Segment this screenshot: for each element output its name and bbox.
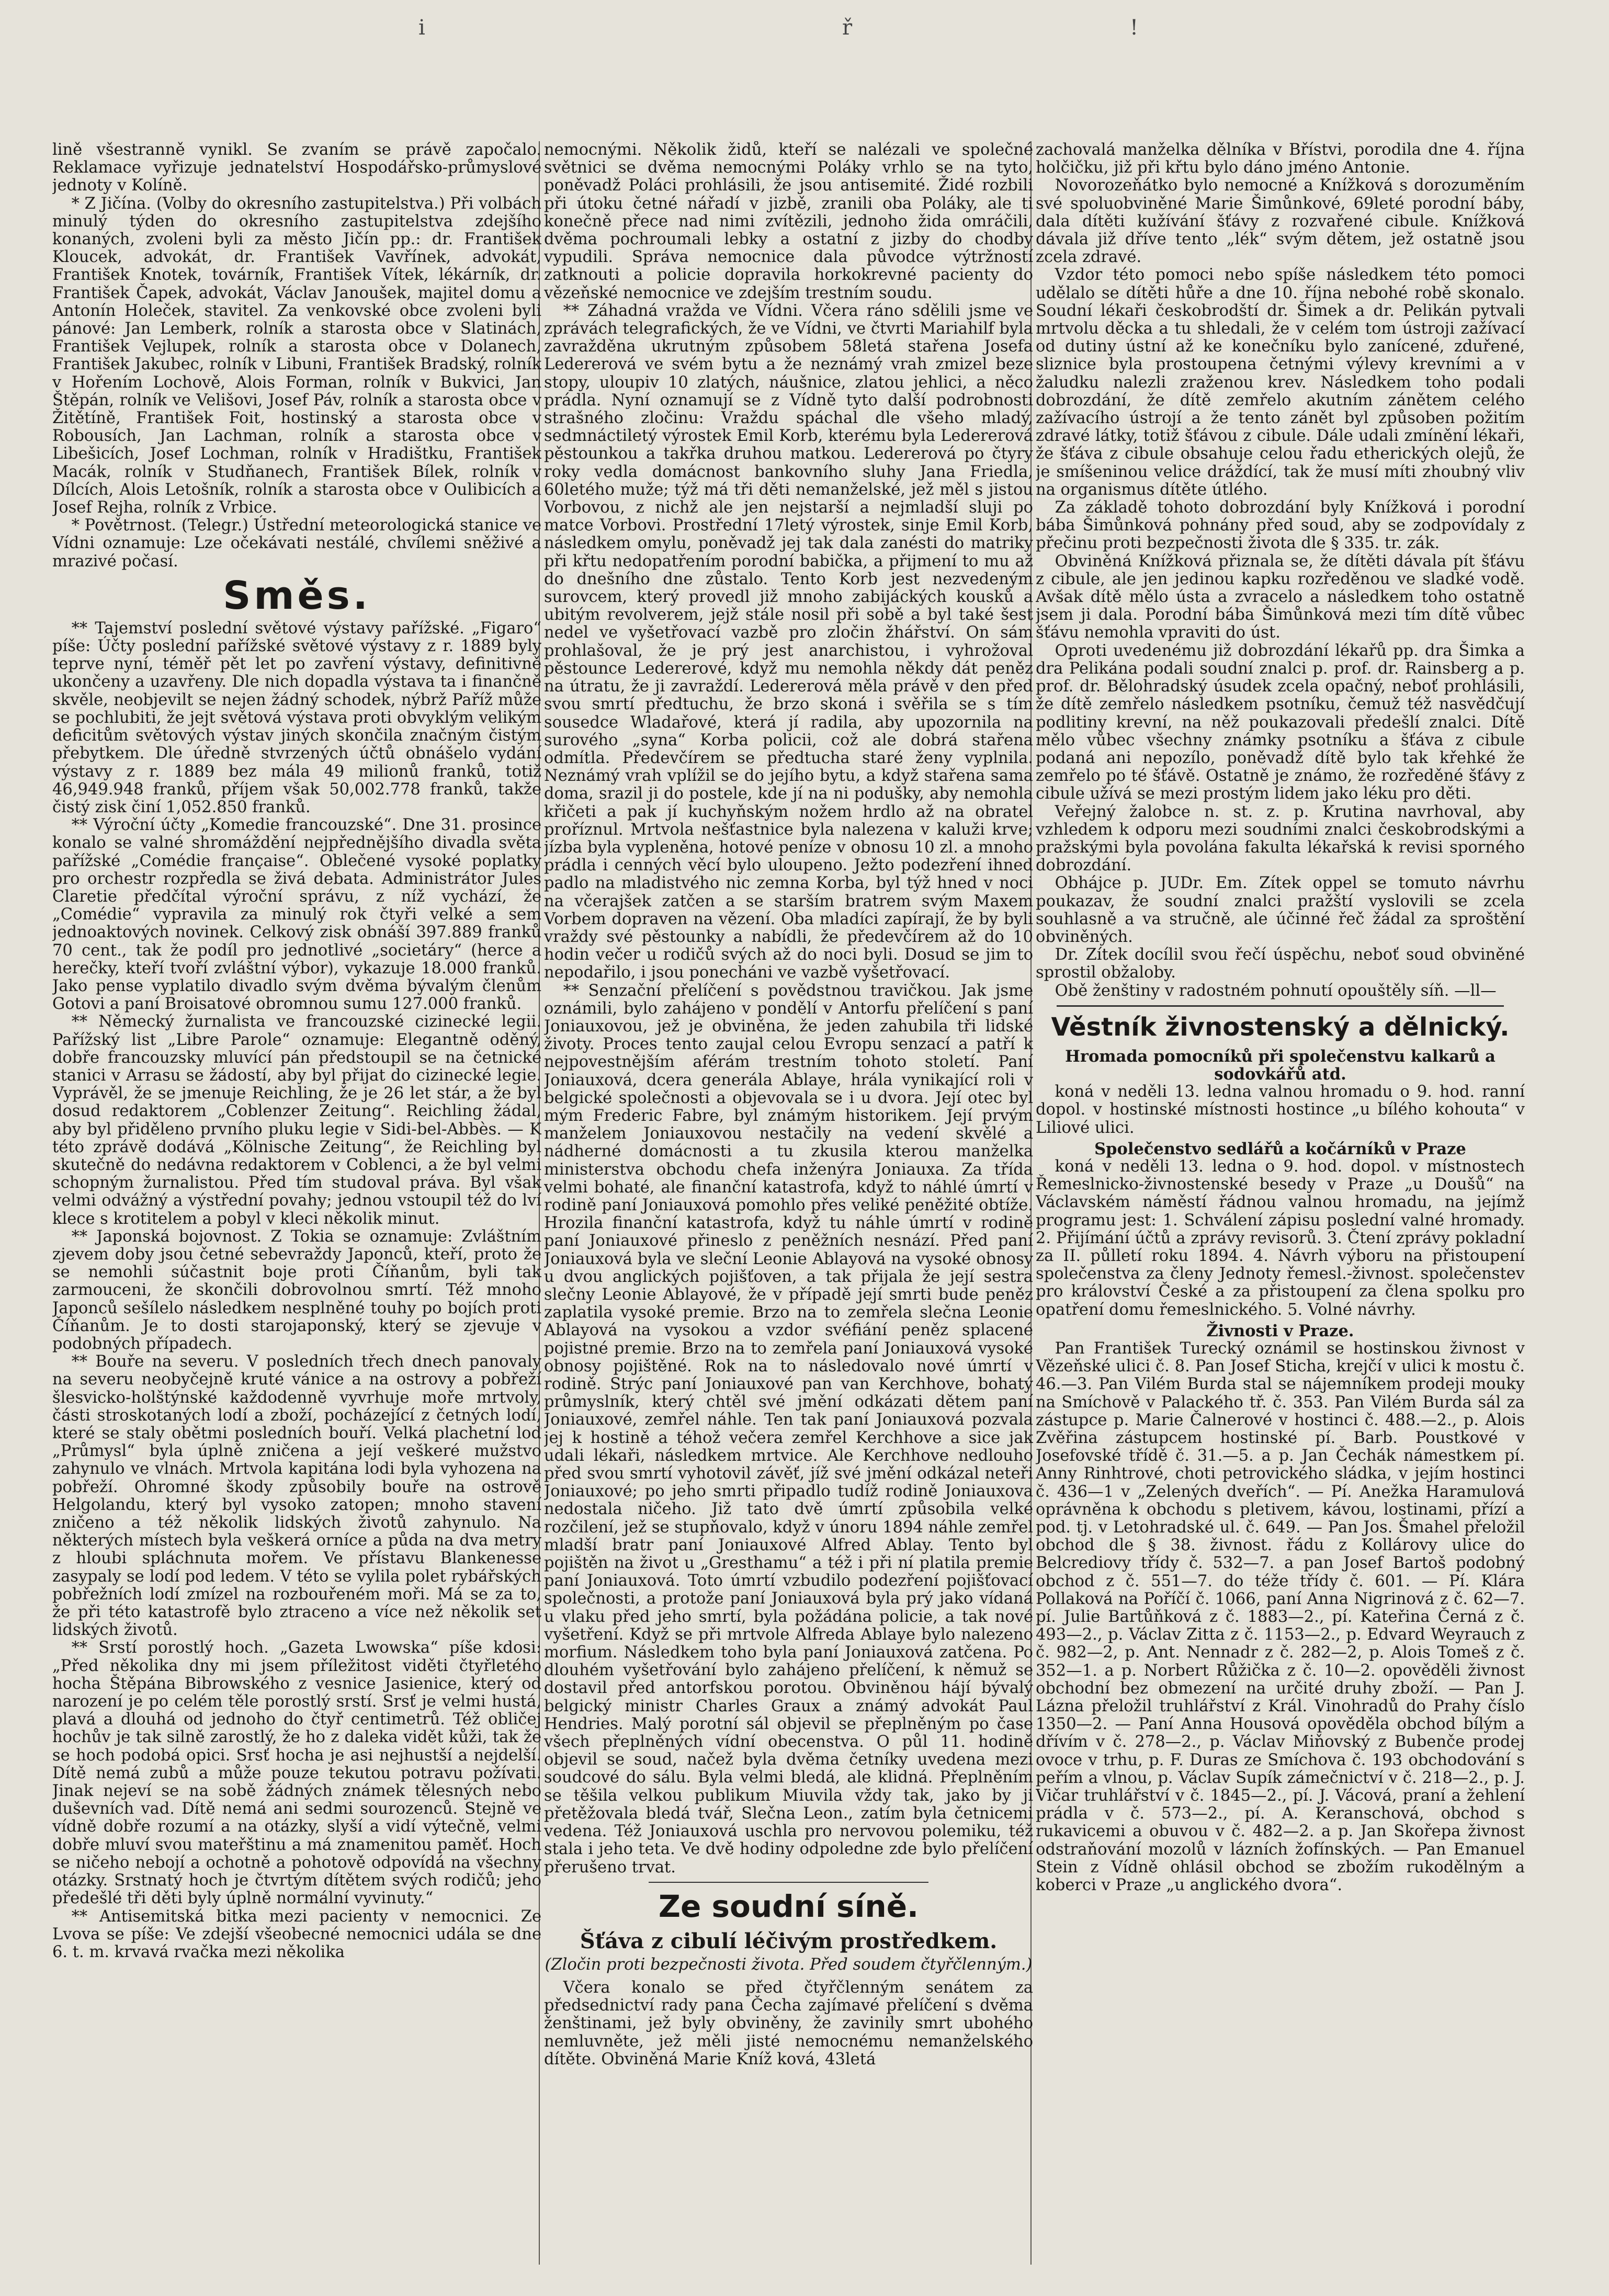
subsection-heading: Živnosti v Praze. [1206, 1321, 1354, 1340]
article-paragraph: Obhájce p. JUDr. Em. Zítek oppel se tomuto návrhu poukazav, že soudní znalci pražští vyslovili se zcela souhlasně a va stručně, ale účinné řeč žádal za sproštění obviněných. [1036, 874, 1525, 946]
article-paragraph: Veřejný žalobce n. st. z. p. Krutina navrhoval, aby vzhledem k odporu mezi soudními znalci českobrodskými a pražskými byla povolána fakulta lékařská k revisi sporného dobrozdání. [1036, 802, 1525, 875]
top-margin-marks [0, 16, 1609, 47]
column-3 [1036, 141, 1525, 2275]
article-paragraph: ** Antisemitská bitka mezi pacienty v nemocnici. Ze Lvova se píše: Ve zdejší všeobecné nemocnici udála se dne 6. t. m. krvavá rvačka mezi několika [52, 1907, 541, 1961]
article-paragraph: Obě ženštiny v radostném pohnutí opouštěly síň. —ll— [1055, 981, 1497, 1000]
article-paragraph: ** Srstí porostlý hoch. „Gazeta Lwowska“ píše kdosi: „Před několika dny mi jsem příležitost viděti čtyřletého hocha Štěpána Bibrowského z vesnice Jasienice, který od narození je po celém těle porostlý srstí. Srsť je velmi hustá, plavá a dlouhá od jednoho do čtyř centimetrů. Též obličej hochův je tak silně zarostlý, že ho z daleka vidět kůži, tak že se hoch podobá opici. Srsť hocha je asi nejhustší a nejdelší. Dítě nemá zubů a může pouze tekutou potravu požívati. Jinak nejeví se na sobě žádných známek tělesných nebo duševních vad. Dítě nemá ani sedmi sourozenců. Stejně ve vídně dobře rozumí a na otázky, slyší a vidí výtečně, velmi dobře mluví svou mateřštinu a má znamenitou paměť. Hoch se ničeho nebojí a ochotně a pohotově odpovídá na všechny otázky. Srstnatý hoch je čtvrtým dítětem svých rodičů; jeho předešlé tři děti byly úplně normální vyvinuty.“ [52, 1639, 541, 1908]
top-mark: i [418, 16, 425, 40]
article-paragraph: lině všestranně vynikl. Se zvaním se právě započalo. Reklamace vyřizuje jednatelství Hospodářsko-průmyslové jednoty v Kolíně. [52, 141, 541, 195]
article-paragraph: * Z Jičína. (Volby do okresního zastupitelstva.) Při volbách minulý týden do okresního zastupitelstva zdejšího konaných, zvoleni byli za město Jičín pp.: dr. František Kloucek, advokát, dr. František Vavřínek, advokát, František Knotek, továrník, František Vítek, lékárník, dr. František Čapek, advokát, Václav Janoušek, majitel domu a Antonín Holeček, stavitel. Za venkovské obce zvoleni byli pánové: Jan Lemberk, rolník a starosta obce v Slatinách, František Vejlupek, rolník a starosta obce v Dolanech, František Jakubec, rolník v Libuni, František Bradský, rolník v Hořením Lochově, Alois Forman, rolník v Bukvici, Jan Štěpán, rolník ve Velišovi, Josef Páv, rolník a starosta obce v Žitětíně, František Foit, hostinský a starosta obce v Robousích, Jan Lachman, rolník a starosta obce v Libešicích, Josef Lochman, rolník v Hradištku, František Macák, rolník v Studňanech, František Bílek, rolník v Dílcích, Alois Letošník, rolník a starosta obce v Oulibicích a Josef Rejha, rolník z Vrbice. [52, 194, 541, 517]
article-paragraph: ** Záhadná vražda ve Vídni. Včera ráno sdělili jsme ve zprávách telegrafických, že ve Vídni, ve čtvrti Mariahilf byla zavražděna ukrutným způsobem 58letá stařena Josefa Ledererová ve svém bytu a že neznámý vrah zmizel beze stopy, uloupiv 10 zlatých, náušnice, zlatou jehlici, a něco prádla. Nyní oznamují se z Vídně tyto další podrobnosti strašného zločinu: Vraždu spáchal dle všeho mladý, sedmnáctiletý výrostek Emil Korb, kterému byla Ledererová pěstounkou a takřka druhou matkou. Ledererová po čtyry roky vedla domácnost bankovního sluhy Jana Friedla, 60letého muže; týž má tři děti nemanželské, jež měl s jistou Vorbovou, z nichž ale jen nejstarší a nejmladší sluji po matce Vorbovi. Prostřední 17letý výrostek, sinje Emil Korb, následkem omylu, poněvadž jej tak dala zanésti do matriky při křtu nedopatřením porodní babička, a přijmení to mu až do dnešního dne zůstalo. Tento Korb jest nezvedeným surovcem, který provedl již mnoho zabijáckých kousků a ubitým revolverem, jejž stále nosil při sobě a byl také šest nedel ve vyšetřovací vazbě pro zločin žhářství. On sám prohlašoval, že je prý jest anarchistou, i vyhrožoval pěstounce Ledererové, když mu nemohla někdy dát peněz na útratu, že ji zavraždí. Ledererová měla právě v den před svou smrtí předtuchu, že brzo skoná i svěřila se s tím sousedce Wladařové, která jí radila, aby upozornila na surového „syna“ Korba policii, což ale dobrá stařena odmítla. Předevčírem se předtucha staré ženy vyplnila. Neznámý vrah vplížil se do jejího bytu, a když stařena sama doma, srazil ji do postele, kde jí na ni podušky, aby nemohla křičeti a pak jí kuchyňským nožem hrdlo až na obratel proříznul. Mrtvola nešťastnice byla nalezena v kaluži krve; jízba byla vypleněna, hotové peníze v obnosu 10 zl. a mnoho prádla i cenných věcí bylo uloupeno. Ježto podezření ihned padlo na mladistvého nic zemna Korba, byl týž hned v noci na včerajšek zatčen a se starším bratrem svým Maxem Vorbem dopraven na vězení. Oba mladíci zapírají, že by byli vraždy své pěstounky a nabídli, že předevčírem až do 10 hodin večer u rodičů svých až do noci byli. Dosud se jim to nepodařilo, i jsou ponecháni ve vazbě vyšetřovací. [544, 301, 1033, 982]
article-paragraph: koná v neděli 13. ledna o 9. hod. dopol. v místnostech Řemeslnicko-živnostenské besedy v Praze „u Doušů“ na Václavském náměstí řádnou valnou hromadu, na jejímž programu jest: 1. Schválení zápisu poslední valné hromady. 2. Přijímání účtů a zprávy revisorů. 3. Čtení zprávy pokladní za II. půlletí roku 1894. 4. Návrh výboru na přistoupení společenstva za členy Jednoty řemesl.-živnost. společenstev pro království České a za přistoupení za člena spolku pro opatření domu řemeslnického. 5. Volné návrhy. [1036, 1157, 1525, 1319]
article-paragraph: Pan František Turecký oznámil se hostinskou živnost v Vězeňské ulici č. 8. Pan Josef Sticha, krejčí v ulici k mostu č. 46.—3. Pan Vilém Burda stal se nájemníkem prodeji mouky na Smíchově v Palackého tř. č. 353. Pan Vilém Burda sál za zástupce p. Marie Čalnerové v hostinci č. 488.—2., p. Alois Zvěřina zástupcem hostinské pí. Barb. Poustkové v Josefovské třídě č. 31.—5. a p. Jan Čechák námestkem pí. Anny Rinhtrové, choti petrovického sládka, v jejím hostinci č. 436—1 v „Zelených dveřích“. — Pí. Anežka Haramulová oprávněna k obchodu s pletivem, kávou, lostinami, přízí a pod. tj. v Letohradské ul. č. 649. — Pan Jos. Šmahel přeložil obchod dle § 38. živnost. řádu z Kollárovy ulice do Belcrediovy třídy č. 532—7. a pan Josef Bartoš podobný obchod z č. 551—7. do téže třídy č. 601. — Pí. Klára Pollaková na Poříčí č. 1066, paní Anna Nigrinová z č. 62—7. pí. Julie Bartůňková z č. 1883—2., pí. Kateřina Černá z č. 493—2., p. Václav Zitta z č. 1153—2., p. Edvard Weyrauch z č. 982—2, p. Ant. Nennadr z č. 282—2, p. Alois Tomeš z č. 352—1. a p. Norbert Růžička z č. 10—2. opověděli živnost obchodní bez obmezení na určité druhy zboží. — Pan J. Lázna přeložil truhlářství z Král. Vinohradů do Prahy číslo 1350—2. — Paní Anna Housová opověděla obchod bílým a dřívím v č. 278—2., p. Václav Miňovský z Bubenče prodej ovoce v trhu, p. F. Duras ze Smíchova č. 193 obchodování s peřím a vlnou, p. Václav Supík zámečnictví v č. 218—2., p. J. Vičar truhlářství v č. 1845—2., pí. J. Vácová, praní a žehlení prádla v č. 573—2., pí. A. Keranschová, obchod s rukavicemi a obuvou v č. 482—2. a p. Jan Skořepa živnost odstraňování mozolů v lázních žofínských. — Pan Emanuel Stein z Vídně ohlásil obchod se zbožím rukodělným a koberci v Praze „u anglického dvora“. [1036, 1339, 1525, 1895]
section-heading: Ze soudní síně. [658, 1888, 919, 1924]
article-paragraph: ** Výroční účty „Komedie francouzské“. Dne 31. prosince konalo se valné shromáždění nejpřednějšího divadla světa pařížské „Comédie française“. Oblečené vysoké poplatky pro orchestr rozpředla se živá debata. Administrátor Jules Claretie předčítal výroční správu, z níž vychází, že „Comédie“ vypravila za minulý rok čtyři velké a sem jednoaktových novinek. Celkový zisk obnáší 397.889 franků 70 cent., tak že podíl pro jednotlivé „societáry“ (herce a herečky, kteří tvoří zvláštní výbor), vykazuje 18.000 franků. Jako pense vyplatilo divadlo svým dvěma bývalým členům Gotovi a paní Broisatové obromnou sumu 127.000 franků. [52, 816, 541, 1014]
subsection-heading: Hromada pomocníků při společenstvu kalkarů a sodovkářů atd. [1065, 1047, 1495, 1084]
article-paragraph: koná v neděli 13. ledna valnou hromadu o 9. hod. ranní dopol. v hostinské místnosti hostince „u bílého kohouta“ v Liliové ulici. [1036, 1083, 1525, 1137]
article-paragraph: ** Tajemství poslední světové výstavy pařížské. „Figaro“ píše: Účty poslední pařížské světové výstavy z r. 1889 byly teprve nyní, téměř pět let po zavření výstavy, definitivně ukončeny a uzavřeny. Dle nich dopadla výstava ta i finančně skvěle, neobjevilt se nejen žádný schodek, nýbrž Paříž může se pochlubiti, že jejt světová výstava proti obvyklým velikým deficitům světových výstav jiných skončila značným čistým přebytkem. Dle úředně stvrzených účtů obnášelo vydání výstavy z r. 1889 bez mála 49 milionů franků, totiž 46,949.948 franků, příjem však 50,002.778 franků, takže čistý zisk činí 1,052.850 franků. [52, 619, 541, 816]
article-paragraph: Včera konalo se před čtyřčlenným senátem za předsednictví rady pana Čecha zajímavé přelíčení s dvěma ženštinami, jež byly obviněny, že zavinily smrt ubohého nemluvněte, jež měli jisté nemocnému nemanželského dítěte. Obviněná Marie Kníž ková, 43letá [544, 1978, 1033, 2068]
divider [649, 1882, 928, 1883]
article-paragraph: Vzdor této pomoci nebo spíše následkem této pomoci udělalo se dítěti hůře a dne 10. října nebohé robě skonalo. Soudní lékaři českobrodští dr. Šimek a dr. Pelikán pytvali mrtvolu děcka a tu shledali, že v celém tom ústroji zažívací od dutiny ústní až ke konečníku bylo zanícené, zduřené, sliznice byla prostoupena četnými výlevy krevními a v žaludku nalezli zraženou krev. Následkem toho podali dobrozdání, že dítě zemřelo akutním zánětem celého zažívacího ústrojí a že tento zánět byl způsoben požitím zdravé látky, totiž šťávou z cibule. Dále udali zmínění lékaři, že šťáva z cibule obsahuje celou řadu etherických olejů, že je smíšeninou velice dráždící, tak že musí míti zhoubný vliv na organismus dítěte útlého. [1036, 266, 1525, 499]
divider [1057, 1005, 1504, 1007]
article-paragraph: ** Senzační přelíčení s povědstnou travičkou. Jak jsme oznámili, bylo zahájeno v pondělí v Antorfu přelíčení s paní Joniauxovou, jež je obviněna, že jeden zahubila tři lidské životy. Proces tento zaujal celou Evropu senzací a patří k nejpovestnějším aférám trestním tohoto století. Paní Joniauxová, dcera generála Ablaye, hrála vynikající roli v belgické společnosti a objevovala se i u dvora. Její otec byl mým Frederic Fabre, byl známým historikem. Její prvým manželem Joniauxovou nestačily na vedení skvělé a nádherné domácnosti a tu zkusila kterou manželka ministerstva obchodu chefa inženýra Joniauxa. Za třída velmi bohaté, ale finanční katastrofa, když to náhlé úmrtí v rodině paní Joniauxová pomohlo přes veliké peněžité obtíže. Hrozila finanční katastrofa, když tu náhle úmrtí v rodině paní Joniauxové přineslo z peněžních nesnází. Před paní Joniauxová byla ve sleční Leonie Ablayová na vysoké obnosy u dvou anglických pojišťoven, a tak přijala že její sestra slečny Leonie Ablayové, že v případě její smrti bude peněz zaplatila vysoké premie. Brzo na to zemřela slečna Leonie Ablayová na vysokou a vzdor svéfiání peněz splacené pojistné premie. Brzo na to zemřela paní Joniauxová vysoké obnosy pojištěné. Rok na to následovalo nové úmrtí v rodině. Strýc paní Joniauxové pan van Kerchhove, bohatý průmyslník, který chtěl své jmění odkázati dětem paní Joniauxové, zemřel náhle. Ten tak paní Joniauxová pozvala jej k hostině a téhož večera zemřel Kerchhove a sice jak udali lékaři, následkem mrtvice. Ale Kerchhove nedlouho před svou smrtí vyhotovil závěť, jíž své jmění odkázal neteři Joniauxové; po jeho smrti připadlo tudíž rodině Joniauxova nedostala ničeho. Již tato dvě úmrtí způsobila velké rozčilení, jež se stupňovalo, když v únoru 1894 náhle zemřel mladší bratr paní Joniauxové Alfred Ablay. Tento byl pojištěn na život u „Gresthamu“ a též i při ní platila premie paní Joniauxová. Toto úmrtí vzbudilo podezření pojišťovací společnosti, a protože paní Joniauxová byla prý jako vídaná u vlaku před jeho smrtí, byla požádána policie, a tak nové vyšetření. Když se při mrtvole Alfreda Ablaye bylo nalezeno morfium. Následkem toho byla paní Joniauxová zatčena. Po dlouhém vyšetřování bylo zahájeno přelíčení, k němuž se dostavil před antorfskou porotou. Obviněnou hájí bývalý belgický ministr Charles Graux a známý advokát Paul Hendries. Malý porotní sál objevil se přeplněným po čase všech přeplněných vídní obecenstva. O půl 11. hodině objevil se soud, načež byla dvěma četníky uvedena mezi soudcové do sálu. Byla velmi bledá, ale klidná. Přeplněním se těšila velkou publikum Miuvila vždy tak, jako by ji přetěžovala bledá tvář, Slečna Leon., zatím byla četnicemi vedena. Též Joniauxová uschla pro nervovou polemiku, též stala i jeho teta. Ve dvě hodiny odpoledne zde bylo přelíčení přerušeno trvat. [544, 981, 1033, 1877]
article-paragraph: zachovalá manželka dělníka v Břístvi, porodila dne 4. října holčičku, již při křtu bylo dáno jméno Antonie. [1036, 141, 1525, 177]
article-paragraph: Novorozeňátko bylo nemocné a Knížková s dorozuměním své spoluobviněné Marie Šimůnkové, 69leté porodní báby, dala dítěti kužívání šťávy z rozvařené cibule. Knížková dávala již dříve tento „lék“ svým dětem, jež ostatně jsou zcela zdravé. [1036, 176, 1525, 267]
article-paragraph: Dr. Zítek docílil svou řečí úspěchu, neboť soud obviněné sprostil obžaloby. [1036, 946, 1525, 982]
article-paragraph: * Povětrnost. (Telegr.) Ústřední meteorologická stanice ve Vídni oznamuje: Lze očekávati nestálé, chvílemi sněživé a mrazivé počasí. [52, 516, 541, 571]
section-heading: Věstník živnostenský a dělnický. [1051, 1012, 1510, 1042]
top-mark: ! [1130, 16, 1139, 40]
column-2 [544, 141, 1033, 2275]
subsection-heading: Společenstvo sedlářů a kočárníků v Praze [1094, 1139, 1466, 1158]
article-subheading: (Zločin proti bezpečnosti života. Před soudem čtyřčlenným.) [545, 1955, 1033, 1974]
article-paragraph: Obviněná Knížková přiznala se, že dítěti dávala pít šťávu z cibule, ale jen jedinou kapku rozředěnou ve sladké vodě. Avšak dítě mělo ústa a zvracelo a následkem toho ostatně jsem ji dala. Porodní bába Šimůnková mezi tím dítě vůbec šťávu nemohla vpraviti do úst. [1036, 552, 1525, 642]
column-1 [52, 141, 541, 2275]
article-paragraph: nemocnými. Několik židů, kteří se nalézali ve společné světnici se dvěma nemocnými Poláky vrhlo se na tyto, poněvadž Poláci prohlásili, že jsou antisemité. Židé rozbili při útoku četné nářadí v jizbě, zranili oba Poláky, ale ti konečně přece nad nimi zvítězili, jednoho žida omráčili, dvěma pochroumali lebky a ostatní z jizby do chodby vypudili. Správa nemocnice dala původce výtržností zatknouti a policie dopravila horkokrevné pacienty do vězeňské nemocnice ve zdejším trestním soudu. [544, 141, 1033, 302]
article-paragraph: ** Bouře na severu. V posledních třech dnech panovaly na severu neobyčejně kruté vánice a na ostrovy a pobřeží šlesvicko-holštýnské každodenně vyvrhuje moře mrtvoly, části stroskotaných lodí a zboží, pocházející z četných lodí, které se staly obětmi posledních bouří. Velká plachetní loď „Průmysl“ byla úplně zničena a její veškeré mužstvo zahynulo ve vlnách. Mrtvola kapitána lodi byla vyhozena na pobřeží. Ohromné škody způsobily bouře na ostrově Helgolandu, který byl vysoko zatopen; mnoho stavení zničeno a též několik lidských životů zahynulo. Na některých místech byla veškerá orníce a půda na dva metry z hloubi spláchnuta mořem. Ve přístavu Blankenesse zasypaly se lodí pod ledem. V této se vylila polet rybářských pobřežních lodí zmízel na rozbouřeném moři. Má se za to, že při této katastrofě bylo ztraceno a více než několik set lidských životů. [52, 1352, 541, 1640]
article-paragraph: ** Německý žurnalista ve francouzské cizinecké legii. Pařížský list „Libre Parole“ oznamuje: Elegantně oděný, dobře francouzsky mluvící pán předstoupil se na četnické stanici v Arrasu se žádostí, aby byl přijat do cizinecké legie. Vyprávěl, že se jmenuje Reichling, že je 26 let stár, a že byl dosud redaktorem „Coblenzer Zeitung“. Reichling žádal, aby byl přiděleno prvního pluku legie v Sidi-bel-Abbès. — K této zprávě dodává „Kölnische Zeitung“, že Reichling byl skutečně do nedávna redaktorem v Coblenci, a že byl velmi schopným žurnalistou. Před tím studoval práva. Byl však velmi odvážný a výstřední povahy; jednou vstoupil též do lví klece s krotitelem a pobyl v kleci několik minut. [52, 1013, 541, 1228]
article-paragraph: ** Japonská bojovnost. Z Tokia se oznamuje: Zvláštním zjevem doby jsou četné sebevraždy Japonců, kteří, proto že se nemohli súčastnit boje proti Číňanům, byli tak zarmouceni, že skončili dobrovolnou smrtí. Též mnoho Japonců sešílelo následkem nesplněné touhy po bojích proti Číňanům. Je to dosti starojaponský, který se zjevuje v podobných případech. [52, 1227, 541, 1353]
section-heading: Směs. [223, 573, 371, 618]
article-paragraph: Za základě tohoto dobrozdání byly Knížková i porodní bába Šimůnková pohnány před soud, aby se zodpovídaly z přečinu proti bezpečnosti života dle § 335. tr. zák. [1036, 498, 1525, 553]
top-mark: ř [842, 16, 853, 40]
article-heading: Šťáva z cibulí léčivým prostředkem. [580, 1928, 998, 1953]
article-paragraph: Oproti uvedenému již dobrozdání lékařů pp. dra Šimka a dra Pelikána podali soudní znalci p. prof. dr. Rainsberg a p. prof. dr. Bělohradský úsudek zcela opačný, neboť prohlásili, že dítě zemřelo následkem psotníku, čemuž též nasvědčují podlitiny krevní, na něž poukazovali předešlí znalci. Dítě mělo vůbec všechny známky psotníku a šťáva z cibule podaná ani nepozílo, poněvadž dítě bylo tak křehké že zemřelo po té šťávě. Ostatně je známo, že rozředěné šťávy z cibule užívá se mezi prostým lidem jako léku pro děti. [1036, 641, 1525, 803]
